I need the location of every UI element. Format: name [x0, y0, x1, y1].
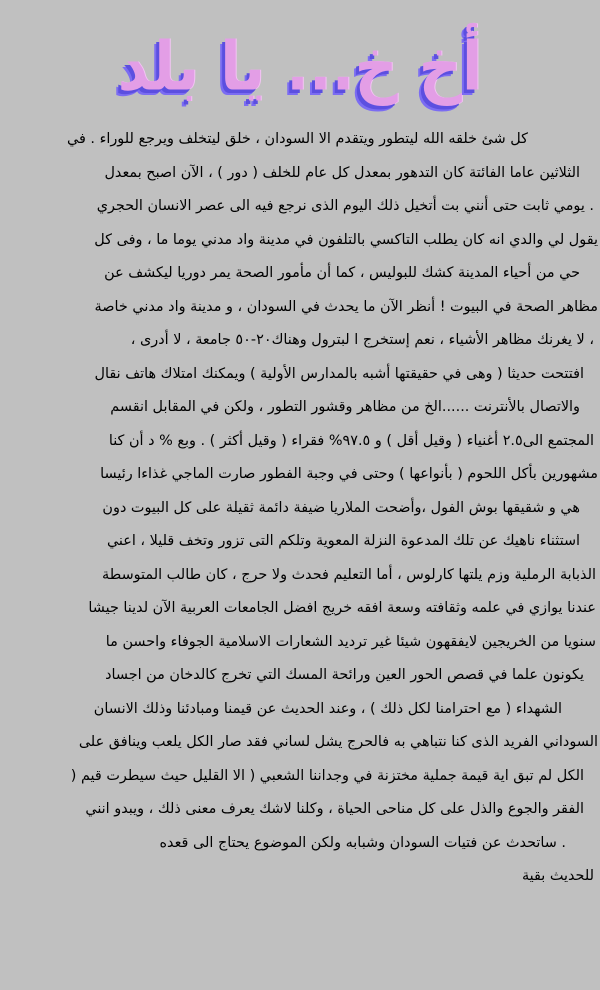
- article-line: الكل لم تبق اية قيمة جملية مختزنة في وجداننا الشعبي ( الا القليل حيث سيطرت قيم (: [70, 767, 584, 784]
- article-line: افتتحت حديثا ( وهى في حقيقتها أشبه بالمدارس الأولية ) ويمكنك امتلاك هاتف نقال: [94, 365, 584, 382]
- article-line: يقول لي والدي انه كان يطلب التاكسي بالتلفون في مدينة واد مدني يوما ما ، وفى كل: [94, 231, 598, 248]
- title-banner: [0, 22, 600, 112]
- article-title: أخ خ... يا بلد: [117, 27, 483, 107]
- article-line: استثناء ناهيك عن تلك المدعوة النزلة المعوية وتلكم التى تزور وتخف قليلا ، اعني: [106, 533, 580, 549]
- article-line: هي و شقيقها بوش الفول ،وأضحت الملاريا ضيفة دائمة ثقيلة على كل البيوت دون: [102, 499, 580, 516]
- article-line: . ساتحدث عن فتيات السودان وشبابه ولكن الموضوع يحتاج الى قعده: [159, 834, 566, 851]
- article-line: والاتصال بالأنترنت ......الخ من مظاهر وقشور التطور ، ولكن في المقابل انقسم: [110, 399, 580, 415]
- article-line: مشهورين بأكل اللحوم ( بأنواعها ) وحتى في وجبة الفطور صارت الماجي غذاءا رئيسا: [100, 466, 598, 482]
- article-line: الشهداء ( مع احترامنا لكل ذلك ) ، وعند الحديث عن قيمنا ومبادئنا وذلك الانسان: [93, 700, 562, 717]
- article-line: ، لا يغرنك مظاهر الأشياء ، نعم إستخرج ا لبترول وهناك٢٠-٥٠ جامعة ، لا أدرى ،: [130, 332, 594, 348]
- article-line: السوداني الفريد الذى كنا نتباهي به فالحرج يشل لساني فقد صار الكل يلعب وينافق على: [78, 734, 598, 750]
- article-line: الثلاثين عاما الفائتة كان التدهور بمعدل كل عام للخلف ( دور ) ، الآن اصبح بمعدل: [104, 164, 580, 181]
- article-body: [2, 123, 598, 894]
- article-line: عندنا يوازي في علمه وثقافته وسعة افقه خريج افضل الجامعات العربية الآن لدينا جيشا: [88, 600, 596, 616]
- article-line: الذبابة الرملية وزم يلتها كارلوس ، أما التعليم فحدث ولا حرج ، كان طالب المتوسطة: [102, 566, 596, 583]
- article-line: . يومي ثابت حتى أنني بت أتخيل ذلك اليوم الذى نرجع فيه الى عصر الانسان الحجري: [96, 198, 594, 214]
- article-line: سنويا من الخريجين لايفقهون شيئا غير ترديد الشعارات الاسلامية الجوفاء واحسن ما: [105, 633, 596, 650]
- article-line: كل شئ خلقه الله ليتطور ويتقدم الا السودان ، خلق ليتخلف ويرجع للوراء . في: [66, 131, 528, 147]
- article-line: حي من أحياء المدينة كشك للبوليس ، كما أن مأمور الصحة يمر دوريا ليكشف عن: [104, 265, 580, 281]
- article-line: يكونون علما في قصص الحور العين ورائحة المسك التي تخرج كالدخان من اجساد: [105, 667, 584, 683]
- article-line: المجتمع الى٢.٥ أغنياء ( وقيل أقل ) و ٩٧.٥% فقراء ( وقيل أكثر ) . وبع % د أن كنا: [108, 432, 594, 449]
- article-line: للحديث بقية: [521, 868, 594, 884]
- article-line: الفقر والجوع والذل على كل مناحى الحياة ، وكلنا لاشك يعرف معنى ذلك ، ويبدو انني: [85, 801, 584, 817]
- article-line: مظاهر الصحة في البيوت ! أنظر الآن ما يحدث في السودان ، و مدينة واد مدني خاصة: [94, 298, 598, 315]
